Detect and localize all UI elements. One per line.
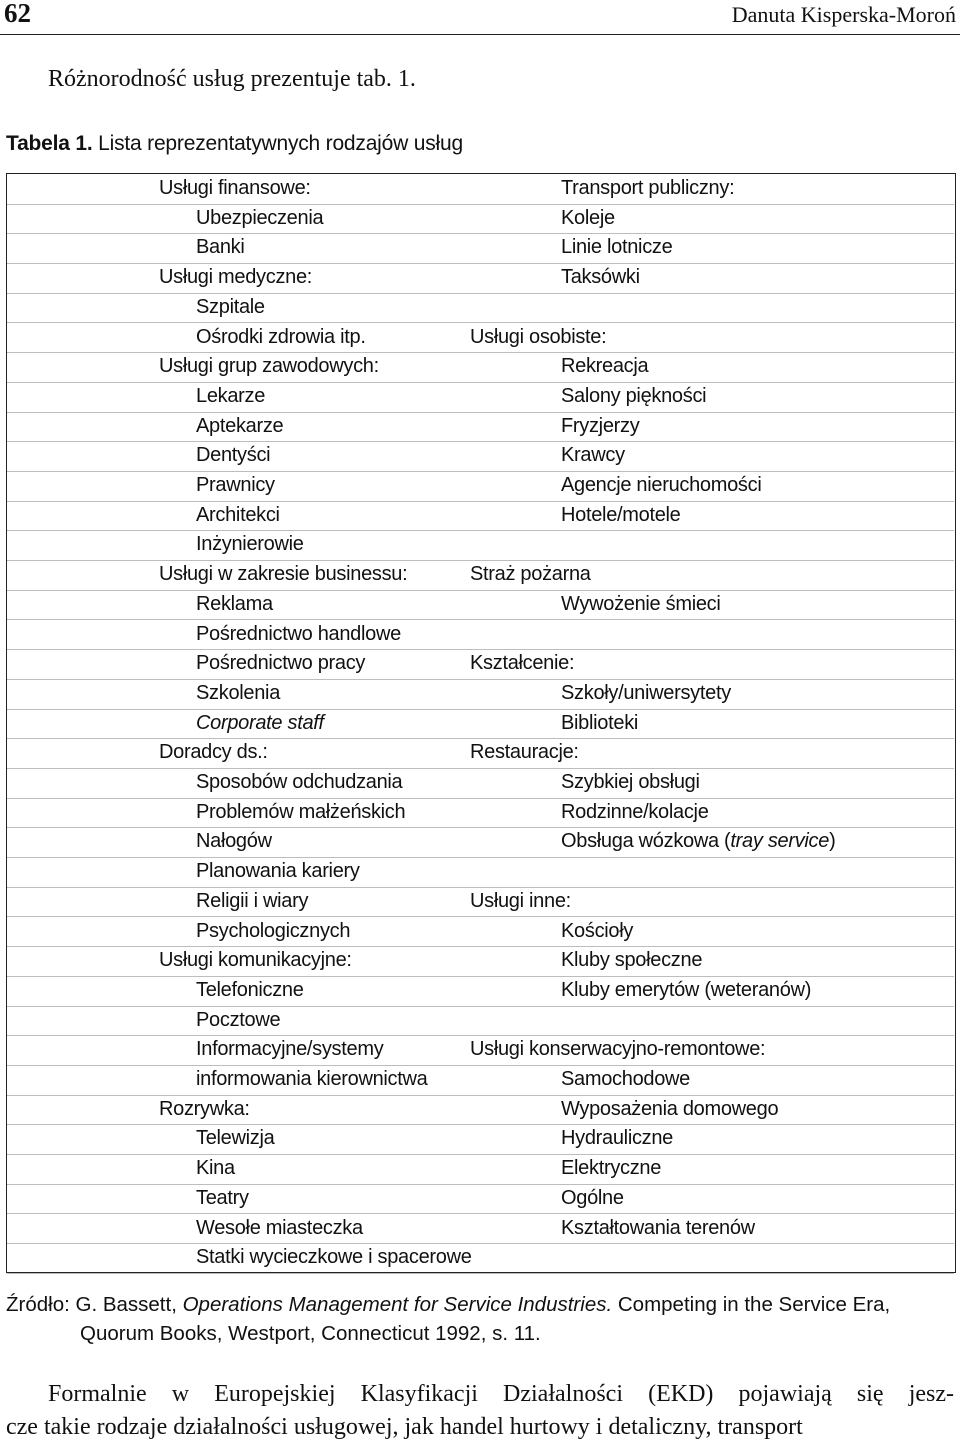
- table-row: [7, 412, 954, 443]
- right-item: [561, 979, 811, 1002]
- right-item-suffix: ): [829, 830, 836, 853]
- table-row: [7, 1243, 954, 1274]
- right-item-text: Hydrauliczne: [561, 1127, 674, 1150]
- left-item: Sposobów odchudzania: [196, 771, 403, 793]
- left-item: Telewizja: [196, 1127, 275, 1150]
- table-row: [7, 946, 954, 977]
- right-category: [470, 741, 579, 764]
- table-row: [7, 1184, 954, 1215]
- left-item: Szpitale: [196, 295, 265, 318]
- right-category: [470, 890, 571, 913]
- table-row: [7, 620, 954, 651]
- right-item-text: Usługi inne:: [470, 889, 571, 912]
- right-item-text: Rekreacja: [561, 355, 649, 378]
- table-row: [7, 1095, 954, 1126]
- left-item: informowania kierownictwa: [196, 1068, 428, 1090]
- right-item-text: Taksówki: [561, 266, 640, 289]
- right-item-text: Obsługa wózkowa (: [561, 830, 731, 853]
- body-line-1: Formalnie w Europejskiej Klasyfikacji Działalności (EKD) pojawiają się jesz-: [48, 1381, 954, 1407]
- left-item: Corporate staff: [196, 711, 324, 734]
- right-item-text: Straż pożarna: [470, 563, 591, 586]
- right-item-text: Usługi osobiste:: [470, 325, 607, 348]
- table-row: [7, 382, 954, 413]
- right-item-text: Restauracje:: [470, 741, 579, 764]
- right-item-italic: tray service: [730, 830, 830, 853]
- left-item: Prawnicy: [196, 474, 275, 496]
- right-item-text: Linie lotnicze: [561, 236, 673, 259]
- right-item-text: Kształtowania terenów: [561, 1216, 755, 1239]
- left-category: Usługi w zakresie businessu:: [159, 563, 408, 586]
- right-item: [561, 1187, 624, 1210]
- table-row: [7, 1006, 954, 1037]
- left-category: Rozrywka:: [159, 1097, 250, 1120]
- left-item: Lekarze: [196, 384, 266, 407]
- left-category: Usługi finansowe:: [159, 177, 311, 199]
- right-item: [561, 830, 835, 853]
- left-item: Psychologicznych: [196, 919, 351, 942]
- left-item: Problemów małżeńskich: [196, 800, 406, 823]
- table-row: [7, 471, 954, 502]
- left-item: Szkolenia: [196, 681, 281, 704]
- left-item: Statki wycieczkowe i spacerowe: [196, 1246, 472, 1269]
- right-item-text: Rodzinne/kolacje: [561, 800, 709, 823]
- right-item: [561, 771, 700, 794]
- right-item: [561, 1068, 690, 1091]
- left-item: Pośrednictwo pracy: [196, 652, 366, 675]
- table-row: [7, 1154, 954, 1185]
- right-item: [561, 385, 706, 408]
- body-line-2: cze takie rodzaje działalności usługowej, jak handel hurtowy i detaliczny, transport: [6, 1414, 803, 1440]
- table-row: [7, 441, 954, 472]
- table-row: [7, 530, 954, 561]
- table-row: [7, 174, 954, 205]
- right-item: [561, 444, 625, 467]
- table-source: [6, 1290, 954, 1348]
- right-item-text: Elektryczne: [561, 1157, 662, 1180]
- right-category: [470, 652, 574, 675]
- right-item: [561, 682, 731, 705]
- table-row: [7, 352, 954, 383]
- right-item: [561, 177, 734, 200]
- source-prefix: Źródło: G. Bassett,: [6, 1293, 183, 1316]
- left-item: Telefoniczne: [196, 978, 304, 1001]
- table-label: Tabela 1.: [6, 132, 93, 155]
- right-item-text: Kościoły: [561, 919, 634, 942]
- table-caption: [6, 132, 463, 156]
- right-item: [561, 1217, 755, 1240]
- body-paragraph: [6, 1378, 954, 1444]
- left-item: Planowania kariery: [196, 860, 360, 883]
- right-item: [561, 949, 702, 972]
- table-row: [7, 679, 954, 710]
- right-item-text: Usługi konserwacyjno-remontowe:: [470, 1038, 766, 1061]
- right-item-text: Krawcy: [561, 444, 625, 467]
- source-line-2: Quorum Books, Westport, Connecticut 1992, s. 11.: [80, 1322, 541, 1345]
- intro-sentence: Różnorodność usług prezentuje tab. 1.: [48, 66, 416, 92]
- table-row: [7, 1124, 954, 1155]
- running-author: Danuta Kisperska-Moroń: [731, 2, 956, 27]
- right-item-text: Hotele/motele: [561, 503, 681, 526]
- right-item-text: Samochodowe: [561, 1068, 691, 1090]
- right-item: [561, 266, 640, 289]
- table-row: [7, 709, 954, 740]
- right-item-text: Ogólne: [561, 1186, 624, 1209]
- table-row: [7, 1065, 954, 1096]
- table-row: [7, 798, 954, 829]
- right-item: [561, 593, 721, 616]
- table-row: [7, 293, 954, 324]
- right-category: [470, 563, 591, 586]
- right-item-text: Transport publiczny:: [561, 177, 735, 199]
- right-item-text: Wyposażenia domowego: [561, 1097, 779, 1120]
- left-item: Ośrodki zdrowia itp.: [196, 325, 366, 348]
- right-item: [561, 355, 648, 378]
- source-line-1: [6, 1290, 954, 1319]
- left-item: Wesołe miasteczka: [196, 1216, 363, 1239]
- right-item: [561, 474, 761, 497]
- right-item-text: Kluby społeczne: [561, 949, 703, 972]
- running-header: [0, 0, 960, 35]
- table-row: [7, 590, 954, 621]
- right-category: [470, 326, 606, 349]
- left-item: Teatry: [196, 1186, 249, 1209]
- right-item: [561, 207, 615, 230]
- right-item-text: Salony piękności: [561, 384, 707, 407]
- left-item: Reklama: [196, 592, 273, 615]
- right-item-text: Szkoły/uniwersytety: [561, 681, 731, 704]
- right-item-text: Wywożenie śmieci: [561, 592, 721, 615]
- right-item-text: Agencje nieruchomości: [561, 474, 762, 496]
- table-row: [7, 233, 954, 264]
- table-row: [7, 501, 954, 532]
- table-row: [7, 976, 954, 1007]
- right-item-text: Kluby emerytów (weteranów): [561, 978, 812, 1001]
- right-item: [561, 1098, 778, 1121]
- right-item: [561, 415, 639, 438]
- table-row: [7, 768, 954, 799]
- right-item: [561, 504, 681, 527]
- source-book-title: Operations Management for Service Industries.: [182, 1293, 613, 1316]
- right-item-text: Szybkiej obsługi: [561, 771, 700, 793]
- right-item: [561, 1157, 661, 1180]
- left-category: Doradcy ds.:: [159, 741, 268, 764]
- right-item-text: Kształcenie:: [470, 652, 575, 675]
- left-category: Usługi komunikacyjne:: [159, 949, 352, 972]
- right-item: [561, 1127, 673, 1150]
- left-item: Ubezpieczenia: [196, 206, 324, 229]
- right-item: [561, 712, 638, 735]
- right-item: [561, 920, 633, 943]
- left-item: Informacyjne/systemy: [196, 1038, 384, 1061]
- left-item: Religii i wiary: [196, 889, 309, 912]
- table-row: [7, 1214, 954, 1245]
- left-item: Architekci: [196, 503, 280, 526]
- right-item-text: Koleje: [561, 206, 615, 229]
- table-row: [7, 917, 954, 948]
- source-subtitle: Competing in the Service Era,: [612, 1293, 891, 1316]
- table-row: [7, 857, 954, 888]
- right-item-text: Biblioteki: [561, 711, 639, 734]
- left-category: Usługi medyczne:: [159, 266, 313, 289]
- right-item: [561, 236, 672, 259]
- table-row: [7, 263, 954, 294]
- left-category: Usługi grup zawodowych:: [159, 355, 379, 378]
- left-item: Pośrednictwo handlowe: [196, 622, 401, 645]
- left-item: Pocztowe: [196, 1008, 281, 1031]
- table-row: [7, 204, 954, 235]
- left-item: Banki: [196, 236, 245, 259]
- right-item: [561, 801, 709, 824]
- left-item: Aptekarze: [196, 414, 284, 437]
- right-item-text: Fryzjerzy: [561, 414, 640, 437]
- left-item: Dentyści: [196, 444, 271, 467]
- left-item: Nałogów: [196, 830, 272, 853]
- services-table: [6, 173, 956, 1273]
- table-title: Lista reprezentatywnych rodzajów usług: [98, 132, 463, 155]
- left-item: Kina: [196, 1157, 235, 1180]
- page-number: 62: [4, 0, 31, 28]
- right-category: [470, 1038, 765, 1061]
- left-item: Inżynierowie: [196, 533, 304, 556]
